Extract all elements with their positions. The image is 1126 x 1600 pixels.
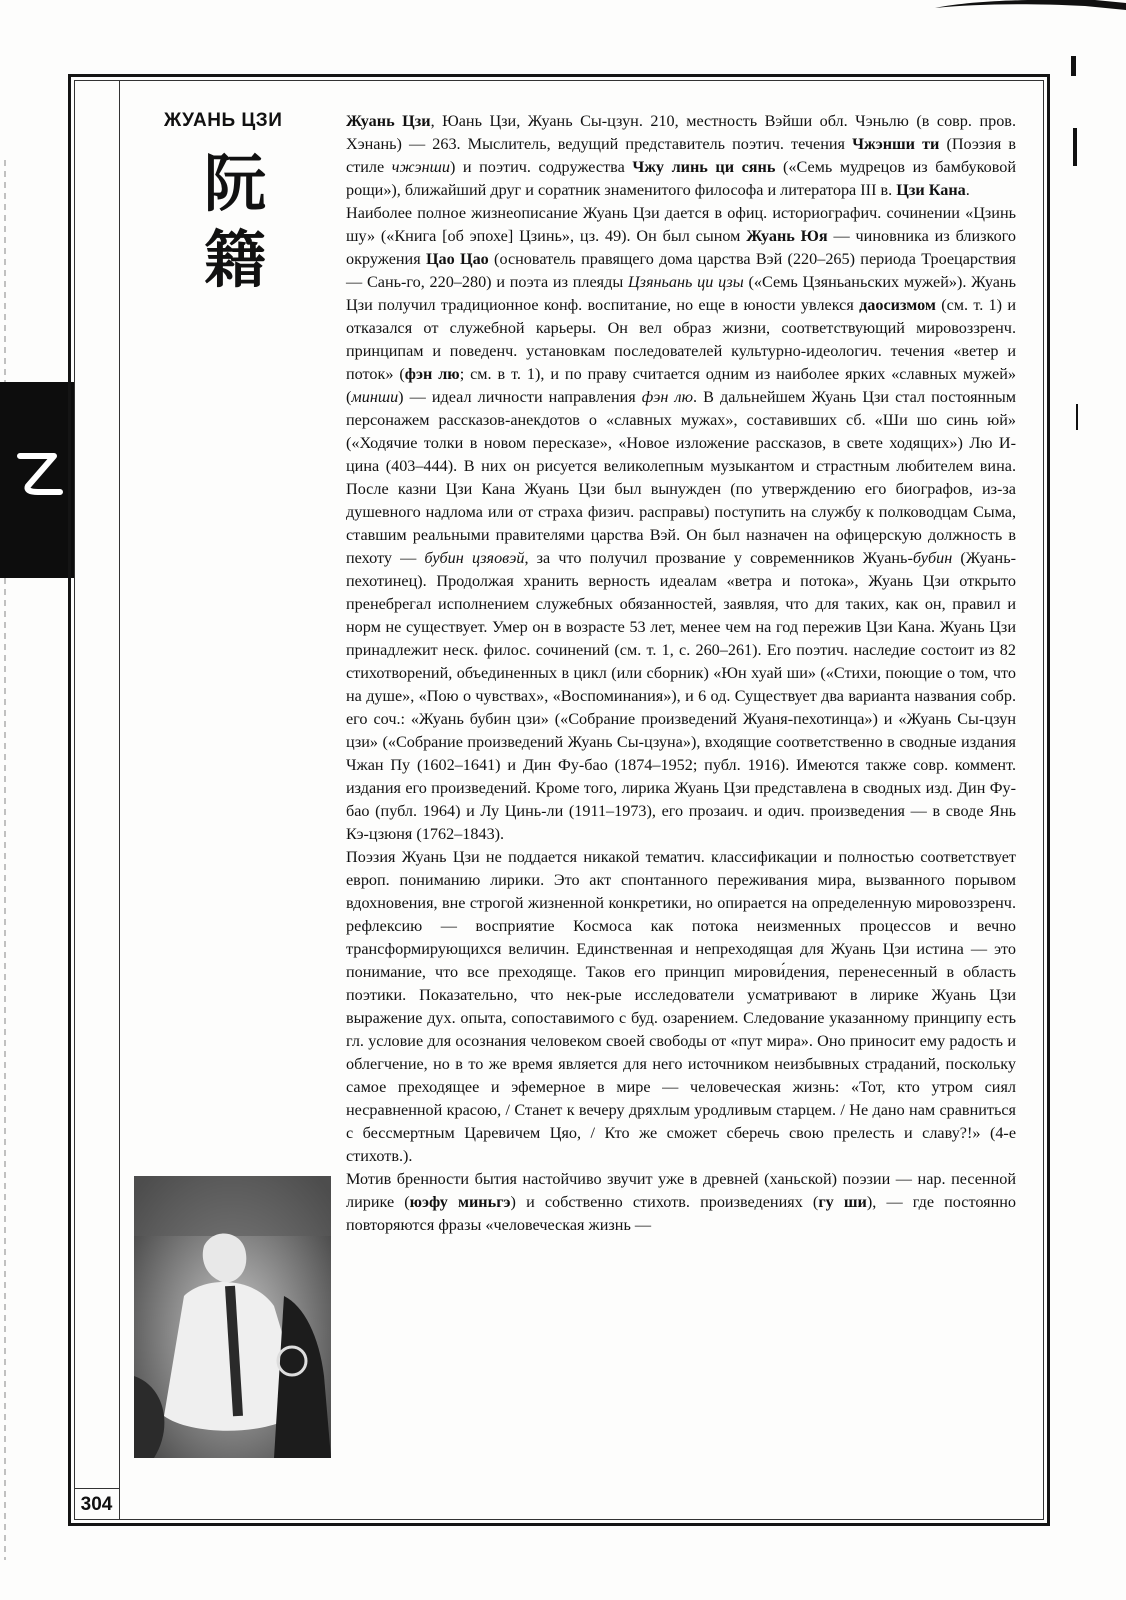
text-run: (основатель правящего дома царства Вэй (220–265) периода Троецарствия — Сань-го, 220–280) и поэта из плеяды [346, 250, 1017, 291]
margin-rule [119, 80, 120, 1520]
text-run: (см. т. 1) и отказался от служебной карьеры. Он вел образ жизни, соответствующий мировоззренч. принципам и поведенч. установкам последователей культурно-идеологич. течения «ветер и поток» ( [346, 296, 1016, 383]
term-bold: Чжэнши ти [852, 135, 940, 153]
term-bold: Жуань Цзи [346, 112, 431, 130]
text-run: Мотив бренности бытия настойчиво звучит уже в древней (ханьской) поэзии — нар. песенной лирике ( [346, 1170, 1016, 1211]
text-run: Наиболее полное жизнеописание Жуань Цзи дается в офиц. историографич. сочинении «Цзинь шу» («Книга [об эпохе] Цзинь», цз. 49). Он был сыном [346, 204, 1016, 245]
page-number: 304 [74, 1488, 120, 1520]
term-bold: Цао Цао [425, 250, 489, 268]
text-run: («Семь мудрецов из бамбуковой рощи»), ближайший друг и соратник знаменитого философа и литератора III в. [346, 158, 1016, 199]
text-run: , за что получил прозвание у современников Жуань- [524, 549, 913, 567]
article-paragraph [346, 202, 1016, 846]
term-bold: юэфу миньгэ [409, 1193, 511, 1211]
term-bold: Цзи Кана [896, 181, 966, 199]
text-run: («Семь Цзяньаньских мужей»). Жуань Цзи получил традиционное конф. воспитание, но еще в юности увлекся [346, 273, 1016, 314]
term-italic: фэн лю [641, 388, 693, 406]
term-italic: Цзяньань ци цзы [627, 273, 744, 291]
entry-title: ЖУАНЬ ЦЗИ [164, 110, 283, 131]
text-run: (Жуань-пехотинец). Продолжая хранить верность идеалам «ветра и потока», Жуань Цзи открыто пренебрегал исполнением служебных обязанностей, заявляя, что для таких, как он, правил и норм не существует. Умер он в возрасте 53 лет, менее чем на год пережив Цзи Кана. Жуань Цзи принадлежит неск. филос. сочинений (см. т. 1, с. 260–261). Его поэтич. наследие состоит из 82 стихотворений, объединенных в цикл (или сборник) «Юн хуай ши» («Стихи, поющие о том, что на душе», «Пою о чувствах», «Воспоминания»), и 6 од. Существует два варианта названия собр. его соч.: «Жуань бубин цзи» («Собрание произведений Жуаня-пехотинца») и «Жуань Сы-цзун цзи» («Собрание произведений Жуань Сы-цзуна»), входящие соответственно в сводные издания Чжан Пу (1602–1641) и Дин Фу-бао (1874–1952; публ. 1916). Имеются также совр. коммент. издания его произведений. Кроме того, лирика Жуань Цзи представлена в сводных изд. Дин Фу-бао (публ. 1964) и Лу Цинь-ли (1911–1973), его прозаич. и одич. произведения — в своде Янь Кэ-цзюня (1762–1843). [346, 549, 1016, 843]
term-italic: бубин цзяовэй [424, 549, 525, 567]
tab-glyph-icon [14, 446, 66, 498]
text-run: ) и собственно стихотв. произведениях ( [510, 1193, 819, 1211]
term-bold: фэн лю [404, 365, 460, 383]
term-italic: чжэнши [391, 158, 450, 176]
entry-hanzi [190, 146, 280, 298]
term-bold: гу ши [818, 1193, 867, 1211]
article-body [346, 110, 1016, 1237]
article-paragraph [346, 1168, 1016, 1237]
section-thumb-tab [0, 382, 74, 578]
term-bold: Жуань Юя [746, 227, 828, 245]
portrait-illustration [134, 1176, 331, 1458]
text-run: . [965, 181, 970, 199]
term-italic: минши [351, 388, 399, 406]
text-run: ) и поэтич. содружества [450, 158, 633, 176]
text-run: (Поэзия в стиле [346, 135, 1016, 176]
term-bold: Чжу линь ци сянь [632, 158, 776, 176]
text-run: Поэзия Жуань Цзи не поддается никакой тематич. классификации и полностью соответствует европ. пониманию лирики. Это акт спонтанного переживания мира, вызванного порывом вдохновения, вне строгой жизненной конкретики, но опирается на определенную мировоззренч. рефлексию — восприятие Космоса как потока неизменных процессов и вечно трансформирующихся величин. Единственная и непреходящая для Жуань Цзи истина — это понимание, что все преходяще. Таков его принцип мирови́дения, перенесенный в область поэтики. Показательно, что нек-рые исследователи усматривают в лирике Жуань Цзи выражение дух. опыта, сопоставимого с буд. озарением. Следование указанному принципу есть гл. условие для осознания человеком своей свободы от «пут мира». Оно приносит ему радость и облегчение, но в то же время является для него источником неизбывных страданий, поскольку самое преходящее и эфемерное в мире — человеческая жизнь: «Тот, кто утром сиял несравненной красою, / Станет к вечеру дряхлым уродливым старцем. / Не дано нам сравниться с бессмертным Царевичем Цяо, / Кто же сможет сберечь свою прелесть и славу?!» (4-е стихотв.). [346, 848, 1016, 1165]
article-paragraph [346, 110, 1016, 202]
term-italic: бубин [912, 549, 953, 567]
article-paragraph [346, 846, 1016, 1168]
term-bold: даосизмом [859, 296, 936, 314]
scan-edge-left [4, 160, 6, 1560]
text-run: . В дальнейшем Жуань Цзи стал постоянным персонажем рассказов-анекдотов о «славных мужах», составивших сб. «Ши шо синь юй» («Ходячие толки в новом пересказе», «Новое изложение рассказов, в свете ходящих») Лю И-цина (403–444). В них он рисуется великолепным музыкантом и страстным любителем вина. После казни Цзи Кана Жуань Цзи был вынужден (по утверждению его биографов, из-за душевного надлома или от страха физич. расправы) поступить на службу к полководцам Сыма, ставшим реальными правителями царства Вэй. Он был назначен на офицерскую должность в пехоту — [346, 388, 1016, 567]
text-run: , Юань Цзи, Жуань Сы-цзун. 210, местность Вэйши обл. Чэньлю (в совр. пров. Хэнань) — 263. Мыслитель, ведущий представитель поэтич. течения [346, 112, 1016, 153]
text-run: ; см. в т. 1), и по праву считается одним из наиболее ярких «славных мужей» ( [346, 365, 1016, 406]
portrait-image [134, 1176, 331, 1458]
text-run: — чиновника из близкого окружения [346, 227, 1016, 268]
text-run: ) — идеал личности направления [398, 388, 642, 406]
text-run: ), — где постоянно повторяются фразы «человеческая жизнь — [346, 1193, 1017, 1234]
brush-stroke-decoration [935, 0, 1126, 20]
hanzi-char: 阮 [203, 147, 266, 220]
hanzi-char: 籍 [203, 223, 266, 296]
